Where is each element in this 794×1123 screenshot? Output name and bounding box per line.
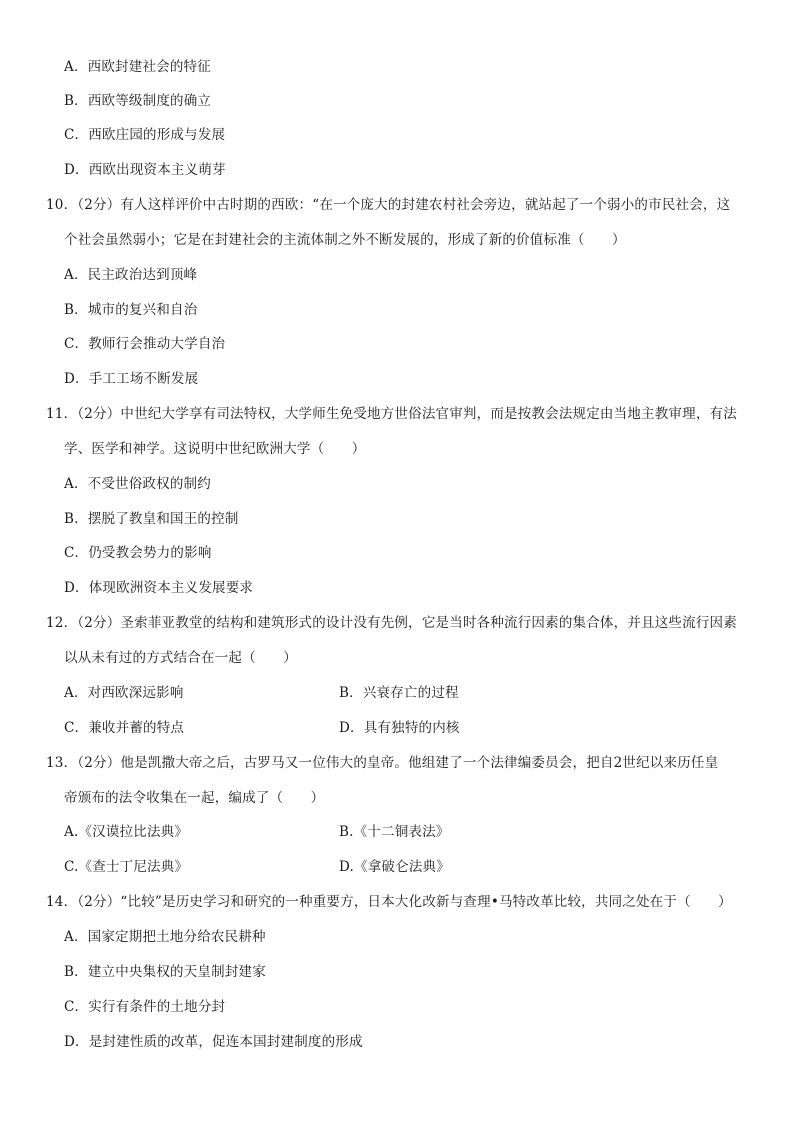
q10-stem-line2: 个社会虽然弱小；它是在封建社会的主流体制之外不断发展的，形成了新的价值标准（ ） <box>64 232 626 248</box>
q9-option-b: B．西欧等级制度的确立 <box>64 93 212 109</box>
q10-stem-line1: 10．（2分）有人这样评价中古时期的西欧：“在一个庞大的封建农村社会旁边，就站起了一个弱小的市民社会，这 <box>46 197 731 213</box>
q9-option-d: D．西欧出现资本主义萌芽 <box>64 162 226 178</box>
q11-option-b: B．摆脱了教皇和国王的控制 <box>64 511 239 527</box>
q11-option-c: C．仍受教会势力的影响 <box>64 545 212 561</box>
q12-option-d: D．具有独特的内核 <box>339 720 460 736</box>
q12-option-b: B．兴衰存亡的过程 <box>339 685 459 701</box>
q13-option-c: C.《查士丁尼法典》 <box>64 859 189 875</box>
q14-option-d: D．是封建性质的改革，促连本国封建制度的形成 <box>64 1034 363 1050</box>
q10-option-d: D．手工工场不断发展 <box>64 371 199 387</box>
q11-stem-line2: 学、医学和神学。这说明中世纪欧洲大学（ ） <box>64 441 366 457</box>
q9-option-c: C．西欧庄园的形成与发展 <box>64 127 226 143</box>
q11-stem-line1: 11．（2分）中世纪大学享有司法特权，大学师生免受地方世俗法官审判，而是按教会法规定由当地主教审理，有法 <box>46 406 737 422</box>
q14-option-b: B．建立中央集权的天皇制封建家 <box>64 964 266 980</box>
q12-stem-line2: 以从未有过的方式结合在一起（ ） <box>64 650 297 666</box>
q13-stem-line2: 帝颁布的法令收集在一起，编成了（ ） <box>64 790 325 806</box>
q12-option-a: A．对西欧深远影响 <box>64 685 184 701</box>
q12-option-c: C．兼收并蓄的特点 <box>64 720 185 736</box>
q10-option-b: B．城市的复兴和自治 <box>64 302 198 318</box>
q14-option-a: A．国家定期把土地分给农民耕种 <box>64 929 266 945</box>
q14-stem-line1: 14．（2分）“比较”是历史学习和研究的一种重要方，日本大化改新与查理•马特改革比较，共同之处在于（ ） <box>46 894 732 910</box>
q13-option-b: B.《十二铜表法》 <box>339 824 450 840</box>
q10-option-c: C．教师行会推动大学自治 <box>64 336 226 352</box>
q11-option-d: D．体现欧洲资本主义发展要求 <box>64 580 254 596</box>
q14-option-c: C．实行有条件的土地分封 <box>64 999 226 1015</box>
q11-option-a: A．不受世俗政权的制约 <box>64 476 211 492</box>
q13-option-d: D.《拿破仑法典》 <box>339 859 450 875</box>
q9-option-a: A．西欧封建社会的特征 <box>64 59 211 75</box>
q13-option-a: A.《汉谟拉比法典》 <box>64 824 189 840</box>
q10-option-a: A．民主政治达到顶峰 <box>64 267 198 283</box>
q12-stem-line1: 12．（2分）圣索菲亚教堂的结构和建筑形式的设计没有先例，它是当时各种流行因素的集合体，并且这些流行因素 <box>46 615 737 631</box>
q13-stem-line1: 13．（2分）他是凯撒大帝之后，古罗马又一位伟大的皇帝。他组建了一个法律编委员会，把自2世纪以来历任皇 <box>46 755 719 771</box>
